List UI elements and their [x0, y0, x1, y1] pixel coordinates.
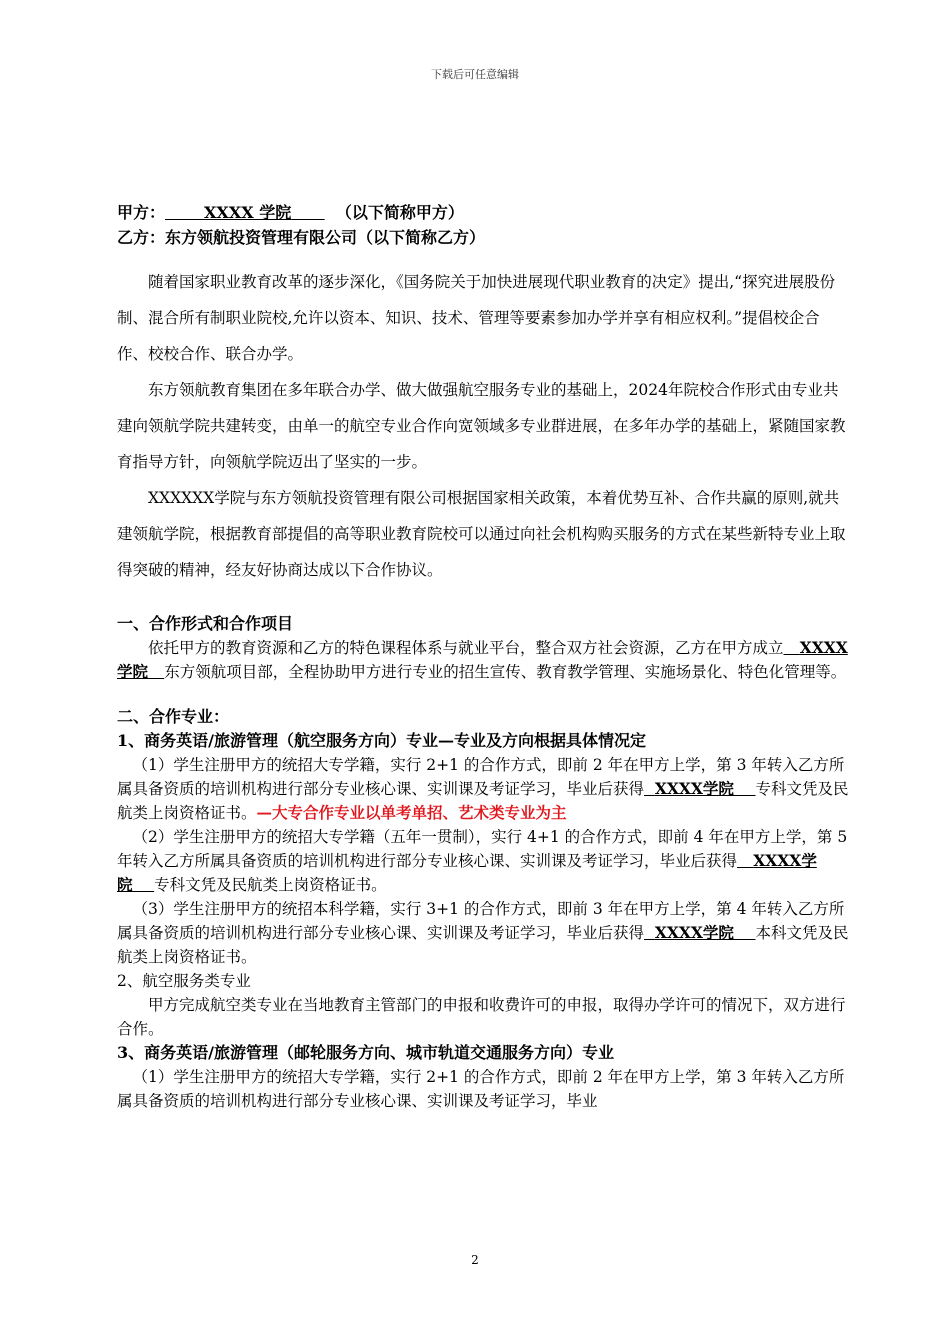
- section-1-college: XXXX学院: [117, 638, 848, 681]
- section-1-title: 一、合作形式和合作项目: [117, 614, 294, 633]
- intro-paragraph-2: 东方领航教育集团在多年联合办学、做大做强航空服务专业的基础上，2024年院校合作形式由专业共建向领航学院共建转变，由单一的航空专业合作向宽领域多专业群进展，在多年办学的基础上，紧随国家教育指导方针，向领航学院迈出了坚实的一步。: [117, 381, 846, 471]
- subsection-2-paragraph: 甲方完成航空类专业在当地教育主管部门的申报和收费许可的申报，取得办学许可的情况下，双方进行合作。: [117, 996, 846, 1038]
- item-1-text-pre: （1）学生注册甲方的统招大专学籍，实行 2+1 的合作方式，即前 2 年在甲方上学，第 3 年转入乙方所属具备资质的培训机构进行部分专业核心课、实训课及考证学习，毕业后获得: [117, 756, 845, 798]
- item-3-text-post: 本科文凭及民航类上岗资格证书。: [117, 924, 849, 966]
- item-1-college: XXXX学院: [654, 779, 734, 798]
- party-a-suffix: （以下简称甲方）: [335, 203, 464, 222]
- subsection-1-item-3: [117, 897, 850, 969]
- section-1-paragraph: [117, 636, 850, 684]
- party-a-label: 甲方：: [117, 203, 166, 222]
- party-b-text: 东方领航投资管理有限公司（以下简称乙方）: [165, 228, 486, 247]
- intro-paragraph-3: XXXXXX学院与东方领航投资管理有限公司根据国家相关政策，本着优势互补、合作共赢的原则,就共建领航学院，根据教育部提倡的高等职业教育院校可以通过向社会机构购买服务的方式在某些新特专业上取得突破的精神，经友好协商达成以下合作协议。: [117, 489, 846, 579]
- party-a-name-field: [165, 203, 325, 222]
- section-2-title: 二、合作专业：: [117, 707, 230, 726]
- item-3-college: XXXX学院: [654, 923, 734, 942]
- item-2-text-post: 专科文凭及民航类上岗资格证书。: [154, 876, 387, 894]
- intro-paragraph-1: 随着国家职业教育改革的逐步深化，《国务院关于加快进展现代职业教育的决定》提出,“探究进展股份制、混合所有制职业院校,允许以资本、知识、技术、管理等要素参加办学并享有相应权利。”提倡校企合作、校校合作、联合办学。: [117, 273, 836, 363]
- section-1-text-pre: 依托甲方的教育资源和乙方的特色课程体系与就业平台，整合双方社会资源，乙方在甲方成立: [148, 639, 784, 657]
- item-1-college-field: [644, 779, 756, 798]
- subsection-3-item-1: （1）学生注册甲方的统招大专学籍，实行 2+1 的合作方式，即前 2 年在甲方上学，第 3 年转入乙方所属具备资质的培训机构进行部分专业核心课、实训课及考证学习，毕业: [117, 1068, 845, 1110]
- item-3-college-field: [644, 923, 756, 942]
- party-a-line: [117, 200, 850, 225]
- page-number: 2: [471, 1253, 479, 1267]
- item-2-text-pre: （2）学生注册甲方的统招大专学籍（五年一贯制），实行 4+1 的合作方式，即前 4 年在甲方上学，第 5 年转入乙方所属具备资质的培训机构进行部分专业核心课、实训课及考证学习，毕业后获得: [117, 828, 848, 870]
- subsection-2-title: 2、航空服务类专业: [117, 972, 251, 990]
- party-a-name: XXXX 学院: [204, 203, 292, 222]
- subsection-1-item-2: [117, 825, 850, 897]
- item-1-red-note: —大专合作专业以单考单招、艺术类专业为主: [256, 803, 567, 822]
- subsection-1-item-1: [117, 753, 850, 825]
- item-3-text-pre: （3）学生注册甲方的统招本科学籍，实行 3+1 的合作方式，即前 3 年在甲方上学，第 4 年转入乙方所属具备资质的培训机构进行部分专业核心课、实训课及考证学习，毕业后获得: [117, 900, 845, 942]
- header-note: 下载后可任意编辑: [431, 68, 519, 81]
- parties-block: [117, 200, 850, 250]
- party-b-line: [117, 225, 850, 250]
- party-b-label: 乙方：: [117, 228, 166, 247]
- document-body: [117, 200, 850, 1113]
- item-2-college: XXXX学院: [117, 851, 817, 894]
- subsection-3-title: 3、商务英语/旅游管理（邮轮服务方向、城市轨道交通服务方向）专业: [117, 1043, 614, 1062]
- section-1-text-post: 东方领航项目部，全程协助甲方进行专业的招生宣传、教育教学管理、实施场景化、特色化管理等。: [164, 663, 847, 681]
- subsection-1-title: 1、商务英语/旅游管理（航空服务方向）专业—专业及方向根据具体情况定: [117, 731, 646, 750]
- item-1-text-post: 专科文凭及民航类上岗资格证书。: [117, 780, 849, 822]
